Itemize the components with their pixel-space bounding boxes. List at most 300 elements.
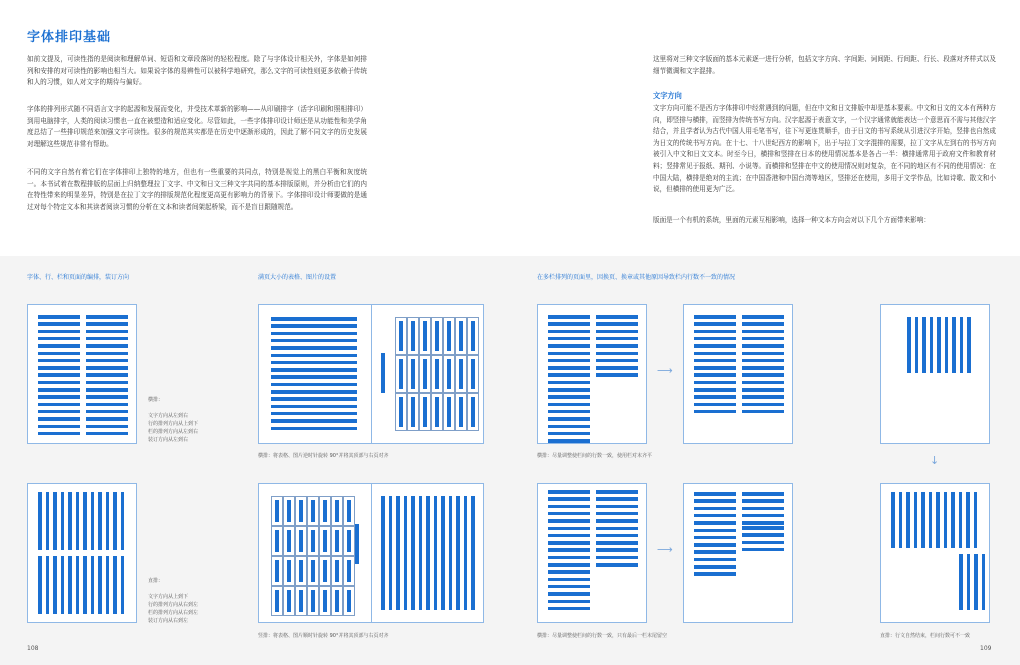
text-line-bar bbox=[694, 514, 736, 518]
body-paragraph-right-intro: 这里将对三种文字版面的基本元素逐一进行分析，包括文字方向、字间距、词间距、行间距、行长、段落对齐样式以及细节微调和文字混排。 bbox=[653, 55, 996, 75]
body-paragraph-right-last: 版面是一个有机的系统，里面的元素互相影响，选择一种文本方向会对以下几个方面带来影响： bbox=[653, 216, 930, 224]
text-line-bar bbox=[271, 375, 357, 379]
text-line-bar bbox=[471, 397, 475, 427]
text-line-bar bbox=[596, 344, 638, 348]
text-line-bar bbox=[68, 492, 72, 550]
text-line-bar bbox=[548, 607, 590, 611]
text-line-bar bbox=[61, 492, 65, 550]
arrow-right-icon: ⟶ bbox=[657, 364, 673, 377]
text-line-bar bbox=[271, 405, 357, 409]
text-line-bar bbox=[694, 550, 736, 554]
text-line-bar bbox=[76, 556, 80, 614]
text-line-bar bbox=[86, 344, 128, 348]
text-line-bar bbox=[449, 496, 453, 610]
text-line-bar bbox=[411, 359, 415, 389]
text-line-bar bbox=[106, 492, 110, 550]
text-line-bar bbox=[548, 425, 590, 429]
text-line-bar bbox=[936, 492, 940, 548]
text-line-bar bbox=[548, 548, 590, 552]
text-line-bar bbox=[271, 339, 357, 343]
text-line-bar bbox=[271, 368, 357, 372]
text-line-bar bbox=[548, 432, 590, 436]
text-line-bar bbox=[347, 530, 351, 552]
text-line-bar bbox=[347, 590, 351, 612]
text-line-bar bbox=[471, 321, 475, 351]
text-line-bar bbox=[742, 514, 784, 518]
text-line-bar bbox=[742, 381, 784, 385]
text-line-bar bbox=[548, 600, 590, 604]
text-line-bar bbox=[323, 560, 327, 582]
text-line-bar bbox=[742, 330, 784, 334]
text-line-bar bbox=[694, 543, 736, 547]
text-line-bar bbox=[86, 425, 128, 429]
text-line-bar bbox=[982, 554, 986, 610]
text-line-bar bbox=[91, 556, 95, 614]
text-line-bar bbox=[38, 330, 80, 334]
text-line-bar bbox=[287, 560, 291, 582]
text-line-bar bbox=[694, 492, 736, 496]
text-line-bar bbox=[694, 521, 736, 525]
diagram-vertical-columns-b bbox=[880, 483, 990, 623]
text-line-bar bbox=[447, 321, 451, 351]
text-line-bar bbox=[548, 322, 590, 326]
text-line-bar bbox=[915, 317, 919, 373]
text-line-bar bbox=[459, 359, 463, 389]
text-line-bar bbox=[299, 590, 303, 612]
arrow-right-icon: ⟶ bbox=[657, 543, 673, 556]
text-line-bar bbox=[38, 381, 80, 385]
text-line-bar bbox=[930, 317, 934, 373]
text-line-bar bbox=[548, 519, 590, 523]
text-line-bar bbox=[441, 496, 445, 610]
text-line-bar bbox=[742, 541, 784, 545]
text-line-bar bbox=[459, 321, 463, 351]
text-line-bar bbox=[426, 496, 430, 610]
text-line-bar bbox=[423, 321, 427, 351]
text-line-bar bbox=[275, 560, 279, 582]
text-line-bar bbox=[86, 388, 128, 392]
text-line-bar bbox=[694, 529, 736, 533]
diagram-columns-page-d bbox=[683, 483, 793, 623]
text-line-bar bbox=[299, 500, 303, 522]
text-line-bar bbox=[335, 530, 339, 552]
text-line-bar bbox=[389, 496, 393, 610]
text-line-bar bbox=[694, 381, 736, 385]
text-line-bar bbox=[596, 315, 638, 319]
text-line-bar bbox=[447, 397, 451, 427]
text-line-bar bbox=[694, 388, 736, 392]
text-line-bar bbox=[275, 530, 279, 552]
text-line-bar bbox=[275, 590, 279, 612]
text-line-bar bbox=[464, 496, 468, 610]
text-line-bar bbox=[38, 410, 80, 414]
text-line-bar bbox=[299, 560, 303, 582]
text-line-bar bbox=[411, 496, 415, 610]
subheading-text-direction: 文字方向 bbox=[653, 91, 682, 100]
text-line-bar bbox=[38, 425, 80, 429]
text-line-bar bbox=[404, 496, 408, 610]
text-line-bar bbox=[121, 556, 125, 614]
text-line-bar bbox=[742, 521, 784, 525]
text-line-bar bbox=[596, 373, 638, 377]
caption-table-vertical: 竖排：将表格、图片顺时针旋转 90°并将其顶部与右页对齐 bbox=[258, 633, 389, 639]
text-line-bar bbox=[694, 499, 736, 503]
text-line-bar bbox=[447, 359, 451, 389]
text-line-bar bbox=[906, 492, 910, 548]
text-line-bar bbox=[38, 337, 80, 341]
text-line-bar bbox=[86, 366, 128, 370]
text-line-bar bbox=[974, 492, 978, 548]
text-line-bar bbox=[548, 541, 590, 545]
text-line-bar bbox=[347, 500, 351, 522]
text-line-bar bbox=[548, 527, 590, 531]
rotated-table-header-bar bbox=[355, 524, 359, 564]
text-line-bar bbox=[945, 317, 949, 373]
section-label-columns: 在多栏排列的页面里，因换页、换章或其他原因导致栏内行数不一致的情况 bbox=[537, 274, 736, 281]
text-line-bar bbox=[548, 585, 590, 589]
text-line-bar bbox=[548, 592, 590, 596]
text-line-bar bbox=[596, 322, 638, 326]
text-line-bar bbox=[335, 590, 339, 612]
text-line-bar bbox=[596, 330, 638, 334]
text-line-bar bbox=[596, 490, 638, 494]
text-line-bar bbox=[113, 556, 117, 614]
text-line-bar bbox=[423, 359, 427, 389]
text-line-bar bbox=[271, 412, 357, 416]
diagram-columns-page-b bbox=[683, 304, 793, 444]
diagram-vertical-page bbox=[27, 483, 137, 623]
text-line-bar bbox=[742, 388, 784, 392]
page-number-right: 109 bbox=[980, 645, 992, 652]
section-label-layout: 字体、行、栏和页面的编排，装订方向 bbox=[27, 274, 130, 281]
text-line-bar bbox=[694, 572, 736, 576]
text-line-bar bbox=[548, 344, 590, 348]
text-line-bar bbox=[742, 533, 784, 537]
spread-gutter bbox=[371, 305, 372, 443]
text-line-bar bbox=[694, 536, 736, 540]
text-line-bar bbox=[38, 432, 80, 436]
text-line-bar bbox=[974, 554, 978, 610]
text-line-bar bbox=[271, 346, 357, 350]
text-line-bar bbox=[68, 556, 72, 614]
arrow-down-icon: ↓ bbox=[930, 454, 940, 467]
text-line-bar bbox=[548, 512, 590, 516]
text-line-bar bbox=[596, 359, 638, 363]
text-line-bar bbox=[548, 359, 590, 363]
text-line-bar bbox=[967, 554, 971, 610]
text-line-bar bbox=[38, 395, 80, 399]
text-line-bar bbox=[434, 496, 438, 610]
text-line-bar bbox=[76, 492, 80, 550]
text-line-bar bbox=[435, 359, 439, 389]
text-line-bar bbox=[53, 556, 57, 614]
body-paragraph-2: 字体的排列形式随不同语言文字的起源和发展而变化，并受技术革新的影响——从印刷排字（活字印刷和照相排印）到用电脑排字，人类的阅读习惯也一直在被塑造和适应变化。尽管如此，一些字体排印设计师还是从功能性和美学角度总结了一些排印规范来加强文字可读性。很多的规范其实都是在历史中逐渐形成的，因此了解不同文字的历史发展对理解这些规范非常有帮助。 bbox=[27, 105, 367, 148]
text-line-bar bbox=[742, 492, 784, 496]
text-line-bar bbox=[335, 500, 339, 522]
text-line-bar bbox=[694, 395, 736, 399]
text-line-bar bbox=[548, 366, 590, 370]
text-line-bar bbox=[399, 397, 403, 427]
text-line-bar bbox=[271, 427, 357, 431]
text-line-bar bbox=[596, 556, 638, 560]
text-line-bar bbox=[548, 556, 590, 560]
text-line-bar bbox=[271, 324, 357, 328]
text-line-bar bbox=[907, 317, 911, 373]
text-line-bar bbox=[38, 315, 80, 319]
text-line-bar bbox=[271, 332, 357, 336]
text-line-bar bbox=[311, 530, 315, 552]
text-line-bar bbox=[86, 381, 128, 385]
caption-table-horizontal: 横排：将表格、图片逆时针旋转 90°并将其顶部与右页对齐 bbox=[258, 453, 389, 459]
text-line-bar bbox=[596, 527, 638, 531]
text-line-bar bbox=[38, 366, 80, 370]
text-line-bar bbox=[53, 492, 57, 550]
text-line-bar bbox=[742, 403, 784, 407]
text-line-bar bbox=[46, 556, 50, 614]
text-line-bar bbox=[435, 397, 439, 427]
text-line-bar bbox=[86, 432, 128, 436]
page-number-left: 108 bbox=[27, 645, 39, 652]
text-line-bar bbox=[91, 492, 95, 550]
text-line-bar bbox=[271, 361, 357, 365]
text-line-bar bbox=[287, 530, 291, 552]
text-line-bar bbox=[548, 439, 590, 443]
text-line-bar bbox=[694, 403, 736, 407]
text-line-bar bbox=[459, 397, 463, 427]
text-line-bar bbox=[694, 337, 736, 341]
text-line-bar bbox=[548, 490, 590, 494]
text-line-bar bbox=[694, 410, 736, 414]
text-line-bar bbox=[694, 352, 736, 356]
text-line-bar bbox=[694, 565, 736, 569]
text-line-bar bbox=[86, 373, 128, 377]
text-line-bar bbox=[86, 403, 128, 407]
text-line-bar bbox=[548, 315, 590, 319]
text-line-bar bbox=[596, 505, 638, 509]
text-line-bar bbox=[548, 381, 590, 385]
text-line-bar bbox=[271, 354, 357, 358]
text-line-bar bbox=[694, 322, 736, 326]
text-line-bar bbox=[694, 373, 736, 377]
text-line-bar bbox=[742, 352, 784, 356]
text-line-bar bbox=[742, 526, 784, 530]
text-line-bar bbox=[742, 410, 784, 414]
text-line-bar bbox=[271, 383, 357, 387]
text-line-bar bbox=[742, 507, 784, 511]
text-line-bar bbox=[38, 352, 80, 356]
rotated-table-header-bar bbox=[381, 353, 385, 393]
text-line-bar bbox=[694, 344, 736, 348]
text-line-bar bbox=[694, 507, 736, 511]
text-line-bar bbox=[742, 499, 784, 503]
text-line-bar bbox=[456, 496, 460, 610]
text-line-bar bbox=[86, 315, 128, 319]
text-line-bar bbox=[742, 373, 784, 377]
text-line-bar bbox=[46, 492, 50, 550]
text-line-bar bbox=[548, 330, 590, 334]
text-line-bar bbox=[596, 337, 638, 341]
text-line-bar bbox=[86, 330, 128, 334]
text-line-bar bbox=[548, 373, 590, 377]
text-line-bar bbox=[113, 492, 117, 550]
text-line-bar bbox=[287, 500, 291, 522]
text-line-bar bbox=[966, 492, 970, 548]
text-line-bar bbox=[922, 317, 926, 373]
text-line-bar bbox=[548, 395, 590, 399]
text-line-bar bbox=[38, 344, 80, 348]
text-line-bar bbox=[742, 366, 784, 370]
diagram-vertical-columns-a bbox=[880, 304, 990, 444]
text-line-bar bbox=[86, 410, 128, 414]
text-line-bar bbox=[548, 563, 590, 567]
text-line-bar bbox=[38, 373, 80, 377]
text-line-bar bbox=[271, 397, 357, 401]
text-line-bar bbox=[311, 500, 315, 522]
text-line-bar bbox=[287, 590, 291, 612]
text-line-bar bbox=[271, 390, 357, 394]
text-line-bar bbox=[435, 321, 439, 351]
text-line-bar bbox=[323, 590, 327, 612]
body-paragraph-right-main: 文字方向可能不是西方字体排印中经常遇到的问题，但在中文和日文排版中却是基本要素。中文和日文的文本有两种方向，即竖排与横排，而竖排为传统书写方向。汉字起源于表意文字，一个汉字通常就能表达一个意思而不需与其他汉字结合，并且学者认为古代中国人用毛笔书写，往下写更连贯顺手，由于日文的书写系统从引进汉字开始，竖排也自然成为日文的传统书写方向。在十七、十八世纪西方的影响下，出于与拉丁文字混排的需要，拉丁文字从左到右的书写方向被引入中文和日文文本。时至今日，横排和竖排在日本的使用情况基本是各占一半：横排通常用于政府文件和教育材料；竖排常见于报纸、期刊、小说等。而横排和竖排在中文的使用情况则对复杂，在不同的地区有不同的使用情况：在中国大陆，横排是绝对的主流；在中国香港和中国台湾等地区，竖排还在使用，多用于文学作品，比如诗歌、散文和小说，但横排的使用更为广泛。 bbox=[653, 104, 996, 194]
caption-horizontal: 横排： 文字方向从左到右 行的排列方向从上到下 栏的排列方向从左到右 装订方向从左到右 bbox=[148, 397, 199, 443]
text-line-bar bbox=[83, 492, 87, 550]
text-line-bar bbox=[596, 512, 638, 516]
text-line-bar bbox=[548, 417, 590, 421]
text-line-bar bbox=[98, 492, 102, 550]
text-line-bar bbox=[419, 496, 423, 610]
text-line-bar bbox=[471, 496, 475, 610]
text-line-bar bbox=[121, 492, 125, 550]
text-line-bar bbox=[694, 366, 736, 370]
text-line-bar bbox=[61, 556, 65, 614]
text-line-bar bbox=[86, 352, 128, 356]
text-line-bar bbox=[921, 492, 925, 548]
text-line-bar bbox=[742, 322, 784, 326]
text-line-bar bbox=[399, 321, 403, 351]
text-line-bar bbox=[311, 560, 315, 582]
text-line-bar bbox=[83, 556, 87, 614]
text-line-bar bbox=[596, 366, 638, 370]
text-line-bar bbox=[960, 317, 964, 373]
text-line-bar bbox=[548, 337, 590, 341]
text-line-bar bbox=[548, 578, 590, 582]
text-line-bar bbox=[548, 534, 590, 538]
text-line-bar bbox=[742, 395, 784, 399]
text-line-bar bbox=[959, 554, 963, 610]
page-title: 字体排印基础 bbox=[27, 30, 112, 45]
text-line-bar bbox=[952, 317, 956, 373]
text-line-bar bbox=[38, 492, 42, 550]
text-line-bar bbox=[381, 496, 385, 610]
text-line-bar bbox=[396, 496, 400, 610]
text-line-bar bbox=[399, 359, 403, 389]
text-line-bar bbox=[38, 403, 80, 407]
text-line-bar bbox=[311, 590, 315, 612]
diagram-table-spread-vertical bbox=[258, 483, 484, 623]
caption-columns-horizontal: 横排：尽量调整使栏间的行数一致，使用栏对末齐平 bbox=[537, 453, 653, 459]
text-line-bar bbox=[347, 560, 351, 582]
text-line-bar bbox=[929, 492, 933, 548]
text-line-bar bbox=[271, 419, 357, 423]
text-line-bar bbox=[914, 492, 918, 548]
text-line-bar bbox=[38, 556, 42, 614]
text-line-bar bbox=[323, 530, 327, 552]
text-line-bar bbox=[596, 563, 638, 567]
text-line-bar bbox=[596, 541, 638, 545]
caption-vertical: 直排： 文字方向从上到下 行的排列方向从右到左 栏的排列方向从右到左 装订方向从右到左 bbox=[148, 578, 199, 624]
diagram-columns-page-c bbox=[537, 483, 647, 623]
text-line-bar bbox=[899, 492, 903, 548]
text-line-bar bbox=[742, 344, 784, 348]
text-line-bar bbox=[694, 315, 736, 319]
text-line-bar bbox=[694, 359, 736, 363]
body-paragraph-3: 不同的文字自然有着它们在字体排印上独特的地方，但也有一些重要的共同点，特别是视觉上的黑白平衡和灰度统一。本书试着在数程排版的层面上归纳整理拉丁文字、中文和日文三种文字共同的基本排版原则，并分析由它们的内在特性带来的明显差异，特别是在拉丁文字的排版规范化程度更高更有影响力的背景下。字体排印设计师要做的是通过对每个特定文本和其读者阅读习惯的分析在文本和读者间架起桥梁，而不是盲目跟随规范。 bbox=[27, 168, 367, 211]
text-line-bar bbox=[275, 500, 279, 522]
text-line-bar bbox=[299, 530, 303, 552]
spread-gutter bbox=[371, 484, 372, 622]
text-line-bar bbox=[423, 397, 427, 427]
text-line-bar bbox=[86, 395, 128, 399]
text-line-bar bbox=[86, 322, 128, 326]
text-line-bar bbox=[742, 315, 784, 319]
text-line-bar bbox=[596, 534, 638, 538]
text-line-bar bbox=[596, 548, 638, 552]
caption-columns-vertical: 直排：行文自然结束，栏间行数可不一致 bbox=[880, 633, 971, 639]
text-line-bar bbox=[411, 397, 415, 427]
text-line-bar bbox=[596, 519, 638, 523]
text-line-bar bbox=[38, 388, 80, 392]
body-paragraph-1: 如前文提及，可读性指的是阅读和理解单词、短语和文章段落时的轻松程度。除了与字体设计相关外，字体是如何排列和安排的对可读性的影响也相当大。如果说字体的易辨性可以被科学地研究，那么文字的可读性则更多依赖于传统和人的习惯，如人对文字的期待与偏好。 bbox=[27, 55, 367, 87]
text-line-bar bbox=[471, 359, 475, 389]
text-line-bar bbox=[335, 560, 339, 582]
text-line-bar bbox=[106, 556, 110, 614]
section-label-tables: 满页大小的表格、图片的设置 bbox=[258, 274, 337, 281]
diagram-table-spread-horizontal bbox=[258, 304, 484, 444]
text-line-bar bbox=[742, 337, 784, 341]
text-line-bar bbox=[86, 337, 128, 341]
text-line-bar bbox=[98, 556, 102, 614]
text-line-bar bbox=[694, 558, 736, 562]
text-line-bar bbox=[548, 410, 590, 414]
text-line-bar bbox=[891, 492, 895, 548]
text-line-bar bbox=[944, 492, 948, 548]
text-line-bar bbox=[548, 570, 590, 574]
text-line-bar bbox=[86, 417, 128, 421]
text-line-bar bbox=[38, 359, 80, 363]
text-line-bar bbox=[596, 352, 638, 356]
text-line-bar bbox=[38, 417, 80, 421]
caption-columns-horizontal-2: 横排：尽量调整使栏间的行数一致，只有最后一栏末尾留空 bbox=[537, 633, 668, 639]
text-line-bar bbox=[548, 497, 590, 501]
text-line-bar bbox=[86, 359, 128, 363]
text-line-bar bbox=[411, 321, 415, 351]
text-line-bar bbox=[548, 505, 590, 509]
text-line-bar bbox=[323, 500, 327, 522]
text-line-bar bbox=[548, 403, 590, 407]
diagram-horizontal-page bbox=[27, 304, 137, 444]
text-line-bar bbox=[959, 492, 963, 548]
text-line-bar bbox=[742, 359, 784, 363]
text-line-bar bbox=[694, 330, 736, 334]
text-line-bar bbox=[596, 497, 638, 501]
text-line-bar bbox=[548, 352, 590, 356]
text-line-bar bbox=[967, 317, 971, 373]
text-line-bar bbox=[38, 322, 80, 326]
text-line-bar bbox=[742, 548, 784, 552]
diagram-columns-page-a bbox=[537, 304, 647, 444]
text-line-bar bbox=[548, 388, 590, 392]
text-line-bar bbox=[951, 492, 955, 548]
